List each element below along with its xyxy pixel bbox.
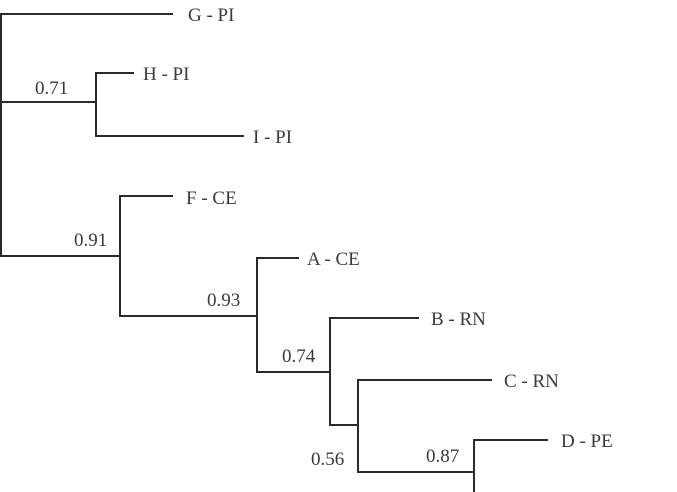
leaf-label-b: B - RN bbox=[431, 309, 486, 330]
support-value-b-rest: 0.74 bbox=[282, 346, 316, 367]
leaf-labels bbox=[143, 5, 613, 452]
leaf-label-c: C - RN bbox=[504, 371, 559, 392]
support-value-d-rest: 0.87 bbox=[426, 446, 460, 467]
leaf-label-i: I - PI bbox=[253, 127, 293, 148]
leaf-label-d: D - PE bbox=[561, 431, 613, 452]
leaf-label-a: A - CE bbox=[307, 249, 360, 270]
leaf-label-h: H - PI bbox=[143, 64, 190, 85]
tree-branches bbox=[1, 14, 547, 492]
leaf-label-f: F - CE bbox=[186, 188, 237, 209]
leaf-label-g: G - PI bbox=[188, 5, 235, 26]
support-value-hi: 0.71 bbox=[35, 78, 69, 99]
support-value-f-rest: 0.91 bbox=[74, 230, 108, 251]
support-value-c-rest: 0.56 bbox=[311, 449, 345, 470]
support-value-a-rest: 0.93 bbox=[207, 290, 241, 311]
